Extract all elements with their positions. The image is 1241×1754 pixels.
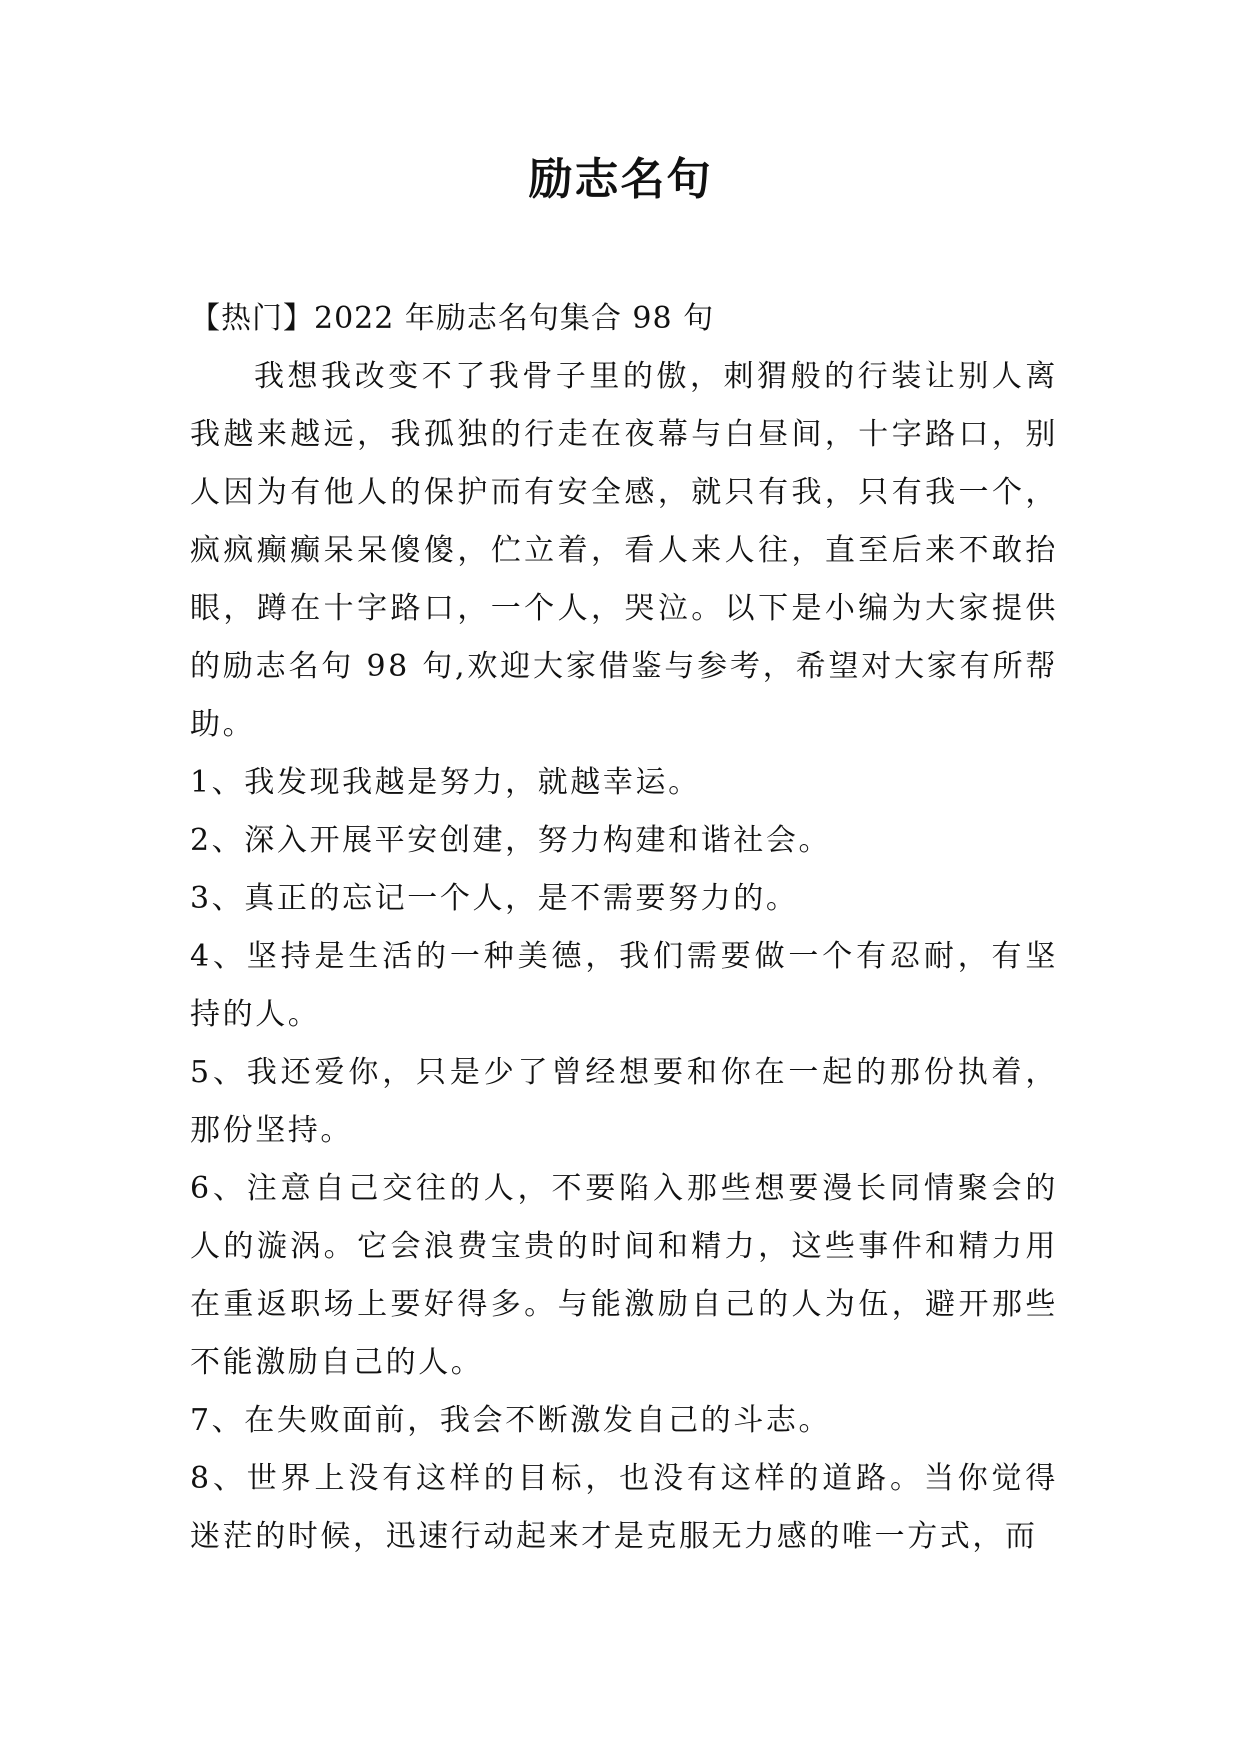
document-title: 励志名句 <box>528 154 713 205</box>
intro-paragraph: 我想我改变不了我骨子里的傲，刺猬般的行装让别人离我越来越远，我孤独的行走在夜幕与白昼间，十字路口，别人因为有他人的保护而有安全感，就只有我，只有我一个，疯疯癫癫呆呆傻傻，伫立着，看人来人往，直至后来不敢抬眼，蹲在十字路口，一个人，哭泣。以下是小编为大家提供的励志名句 98 句,欢迎大家借鉴与参考，希望对大家有所帮助。 <box>190 359 1058 742</box>
quote-item-8: 8、世界上没有这样的目标，也没有这样的道路。当你觉得迷茫的时候，迅速行动起来才是克服无力感的唯一方式，而 <box>190 1461 1058 1554</box>
document-subtitle: 【热门】2022 年励志名句集合 98 句 <box>190 301 715 336</box>
document-body <box>190 290 1058 1566</box>
quote-item-3: 3、真正的忘记一个人，是不需要努力的。 <box>190 881 799 916</box>
quote-item-4: 4、坚持是生活的一种美德，我们需要做一个有忍耐，有坚持的人。 <box>190 939 1058 1032</box>
quote-item-7: 7、在失败面前，我会不断激发自己的斗志。 <box>190 1403 832 1438</box>
quote-item-2: 2、深入开展平安创建，努力构建和谐社会。 <box>190 823 832 858</box>
quote-item-1: 1、我发现我越是努力，就越幸运。 <box>190 765 701 800</box>
quote-item-5: 5、我还爱你，只是少了曾经想要和你在一起的那份执着，那份坚持。 <box>190 1055 1058 1148</box>
quote-item-6: 6、注意自己交往的人，不要陷入那些想要漫长同情聚会的人的漩涡。它会浪费宝贵的时间和精力，这些事件和精力用在重返职场上要好得多。与能激励自己的人为伍，避开那些不能激励自己的人。 <box>190 1171 1058 1380</box>
